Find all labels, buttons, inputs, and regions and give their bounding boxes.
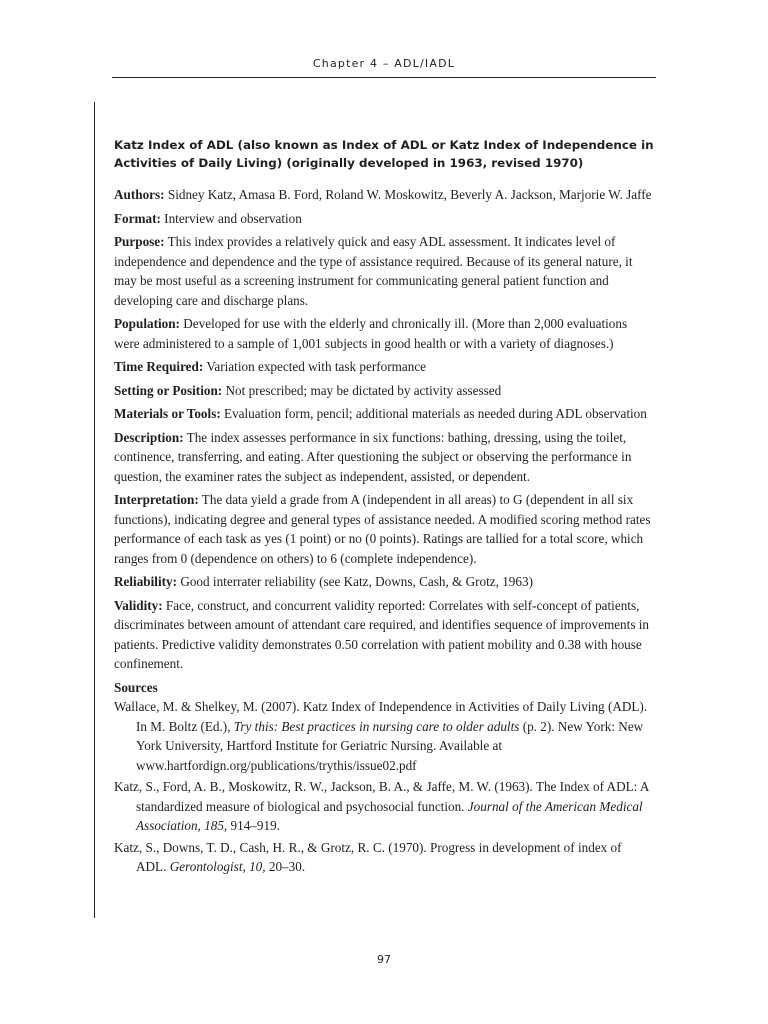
time-required-text: Variation expected with task performance bbox=[206, 359, 427, 374]
purpose-text: This index provides a relatively quick and easy ADL assessment. It indicates level of independence and dependence and the type of assistance required. Because of its general nature, it may be most useful as a screening instrument for communicating general patient function and developing care and discharge plans. bbox=[114, 234, 633, 308]
reference-item bbox=[114, 697, 654, 775]
validity-label: Validity: bbox=[114, 597, 163, 613]
reference-text: (p. 2). New York: New York University, Hartford Institute for Geriatric Nursing. Available at www.hartfordign.org/publications/trythis/issue02.pdf bbox=[136, 718, 644, 773]
description-label: Description: bbox=[114, 429, 184, 445]
purpose-field bbox=[114, 232, 654, 310]
reference-item bbox=[114, 777, 654, 836]
materials-label: Materials or Tools: bbox=[114, 406, 221, 421]
setting-field bbox=[114, 381, 654, 401]
header-divider bbox=[112, 77, 656, 78]
materials-text: Evaluation form, pencil; additional materials as needed during ADL observation bbox=[224, 406, 647, 421]
authors-field bbox=[114, 185, 654, 205]
left-margin-rule bbox=[94, 102, 95, 918]
validity-text: Face, construct, and concurrent validity reported: Correlates with self-concept of patients, discriminates between amount of attendant care required, and identifies sequence of improvements in patients. Predictive validity demonstrates 0.50 correlation with patient mobility and 0.38 with house confinement. bbox=[114, 597, 650, 671]
reference-text: 20–30. bbox=[265, 859, 306, 874]
reference-text: Wallace, M. & Shelkey, M. (2007). Katz Index of Independence in Activities of Daily Living (ADL). In M. Boltz (Ed.), bbox=[114, 699, 648, 734]
chapter-header: Chapter 4 – ADL/IADL bbox=[312, 57, 456, 70]
description-text: The index assesses performance in six functions: bathing, dressing, using the toilet, continence, transferring, and eating. After questioning the subject or observing the performance in question, the examiner rates the subject as independent, assisted, or dependent. bbox=[114, 429, 632, 484]
population-field bbox=[114, 314, 654, 353]
population-label: Population: bbox=[114, 316, 180, 331]
materials-field bbox=[114, 404, 654, 424]
reference-italic: Try this: Best practices in nursing care to older adults bbox=[233, 718, 520, 734]
time-required-label: Time Required: bbox=[114, 359, 204, 374]
reference-italic: Journal of the American Medical Association, 185, bbox=[136, 798, 643, 833]
page-number: 97 bbox=[377, 953, 391, 966]
purpose-label: Purpose: bbox=[114, 234, 165, 249]
authors-text: Sidney Katz, Amasa B. Ford, Roland W. Moskowitz, Beverly A. Jackson, Marjorie W. Jaffe bbox=[167, 187, 652, 202]
setting-label: Setting or Position: bbox=[114, 382, 223, 398]
reference-text: Katz, S., Downs, T. D., Cash, H. R., & Grotz, R. C. (1970). Progress in development of index of ADL. bbox=[114, 839, 622, 874]
sources-heading: Sources bbox=[114, 679, 158, 695]
reference-item bbox=[114, 838, 654, 877]
interpretation-label: Interpretation: bbox=[114, 492, 199, 507]
instrument-entry bbox=[114, 136, 654, 879]
setting-text: Not prescribed; may be dictated by activity assessed bbox=[225, 382, 502, 398]
reliability-text: Good interrater reliability (see Katz, Downs, Cash, & Grotz, 1963) bbox=[180, 574, 533, 589]
format-text: Interview and observation bbox=[164, 210, 302, 226]
time-required-field bbox=[114, 357, 654, 377]
format-field bbox=[114, 209, 654, 229]
entry-title: Katz Index of ADL (also known as Index of ADL or Katz Index of Independence in Activities of Daily Living) (originally developed in 1963, revised 1970) bbox=[114, 138, 654, 170]
reliability-label: Reliability: bbox=[114, 574, 178, 589]
reliability-field bbox=[114, 572, 654, 592]
description-field bbox=[114, 428, 654, 487]
authors-label: Authors: bbox=[114, 187, 165, 202]
reference-text: Katz, S., Ford, A. B., Moskowitz, R. W., Jackson, B. A., & Jaffe, M. W. (1963). The Index of ADL: A standardized measure of biological and psychosocial function. bbox=[114, 779, 649, 814]
interpretation-field bbox=[114, 490, 654, 568]
population-text: Developed for use with the elderly and chronically ill. (More than 2,000 evaluations were administered to a sample of 1,001 subjects in good health or with a variety of diagnoses.) bbox=[114, 316, 628, 351]
reference-italic: Gerontologist, 10, bbox=[169, 859, 266, 874]
format-label: Format: bbox=[114, 210, 161, 226]
interpretation-text: The data yield a grade from A (independent in all areas) to G (dependent in all six functions), indicating degree and general types of assistance needed. A modified scoring method rates performance of each task as yes (1 point) or no (0 points). Ratings are tallied for a total score, which ranges from 0 (dependence on others) to 6 (complete independence). bbox=[114, 492, 651, 566]
reference-text: 914–919. bbox=[227, 818, 280, 833]
validity-field bbox=[114, 596, 654, 674]
